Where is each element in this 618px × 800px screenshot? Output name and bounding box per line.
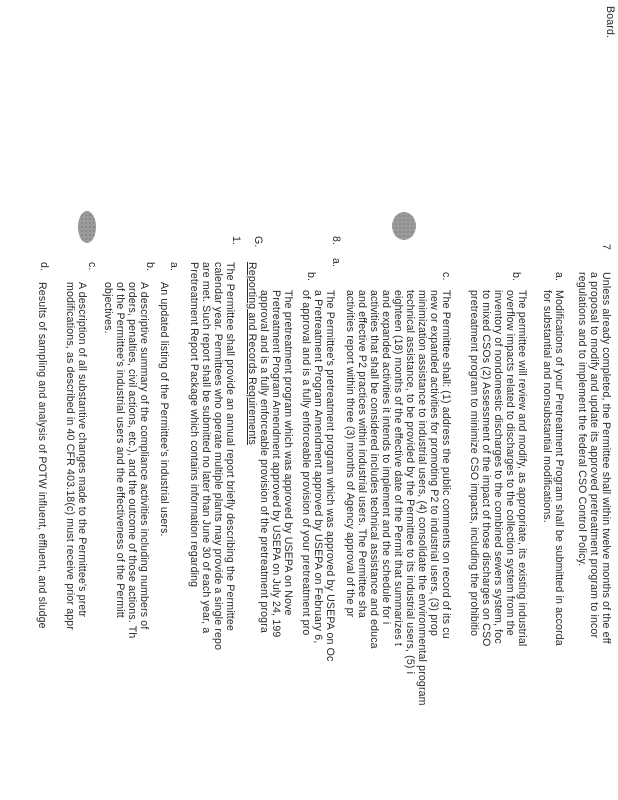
item-7b-line-1: The permittee will review and modify, as appropriate, its existing industrial [516, 290, 528, 647]
item-7a-line-2: for substantial and nonsubstantial modifications. [541, 290, 553, 523]
item-1-line-1: The Permittee shall provide an annual report briefly describing the Permittee [224, 262, 236, 631]
item-7a-label: a. [553, 272, 565, 282]
item-7c-line-9: activities report within three (3) months of Agency approval of the pr [344, 290, 356, 618]
item-8b-label: b. [305, 272, 317, 282]
item-1c-line-1: A description of all substantive changes made to the Permittee's pretr [76, 282, 88, 618]
item-7b-label: b. [510, 272, 522, 282]
item-8b-line-1: The pretreatment program which was approved by USEPA on Nove [282, 290, 294, 616]
item-7c-line-3: minimization assistance to industrial users, (4) consolidate the environmental program [416, 290, 428, 706]
item-8-number: 8. [330, 236, 342, 246]
item-7c-line-5: eighteen (18) months of the effective date of the Permit that summarizes t [392, 290, 404, 646]
item-7b-line-4: to mixed CSOs (2) Assessment of the impact of those discharges on CSO [480, 290, 492, 647]
item-1a-line-1: An updated listing of the Permittee's industrial users. [158, 282, 170, 537]
item-8a-label: a. [330, 258, 342, 268]
item-7c-label: c. [440, 272, 452, 281]
item-7-line-3: regulations and to implement the federal CSO Control Policy. [576, 272, 588, 567]
section-g-title: Reporting and Records Requirements [246, 262, 258, 445]
item-7a-line-1: Modifications of your Pretreatment Program shall be submitted in accorda [553, 290, 565, 646]
item-7-line-1: Unless already completed, the Permittee shall within twelve months of the eff [600, 272, 612, 644]
item-7c-line-8: and effective P2 practices within industrial users. The Permittee sha [356, 290, 368, 618]
item-1b-line-3: of the Permittee's industrial users and the effectiveness of the Permitt [114, 282, 126, 618]
item-7c-line-1: The Permittee shall: (1) address the public comments on record of its cu [440, 290, 452, 639]
item-8a-line-3: of approval and is a fully enforceable provision of your pretreatment pro [300, 290, 312, 636]
item-8a-line-2: a Pretreatment Program Amendment approved by USEPA on February 6, [312, 290, 324, 644]
item-7c-line-7: activities that shall be considered includes technical assistance and educa [368, 290, 380, 649]
item-8b-line-3: approval and is a fully enforceable provision of the pretreatment progra [258, 290, 270, 633]
item-7c-line-6: and expanded activities it intends to implement and the schedule for i [380, 290, 392, 625]
item-7b-line-3: inventory of nondomestic discharges to the combined sewers system, foc [492, 290, 504, 644]
item-1b-line-4: objectives. [102, 282, 114, 334]
item-1-line-3: are met. Such report shall be submitted no later than June 30 of each year, a [200, 262, 212, 634]
item-7b-line-2: overflow impacts related to discharges to the collection system from the [504, 290, 516, 636]
item-1-line-2: calendar year. Permittees who operate multiple plants may provide a single repo [212, 262, 224, 651]
item-1a-label: a. [168, 262, 180, 272]
item-7-line-2: a proposal to modify and update its approved pretreatment program to incor [588, 272, 600, 639]
item-1c-line-2: modifications, as described in 40 CFR 403.18(c) must receive prior appr [64, 282, 76, 631]
item-8a-line-1: The Permittee's pretreatment program which was approved by USEPA on Oc [324, 290, 336, 662]
item-8b-line-2: Pretreatment Program Amendment approved by USEPA on July 24, 199 [270, 290, 282, 638]
item-7b-line-5: pretreatment program to minimize CSO impacts, including the prohibitio [468, 290, 480, 637]
item-7c-line-4: technical assistance, to be provided by the Permittee to its industrial users, (5) i [404, 290, 416, 675]
section-g-letter: G. [252, 236, 264, 248]
item-1b-line-2: orders, penalties, civil actions, etc.), and the outcome of those actions. Th [126, 282, 138, 639]
item-7-number: 7 [600, 244, 612, 251]
item-1c-label: c. [86, 262, 98, 271]
top-fragment: Board. [604, 6, 616, 39]
item-1d-line-1: Results of sampling and analysis of POTW influent, effluent, and sludge [36, 282, 48, 629]
item-1-number: 1. [230, 236, 242, 246]
item-1b-label: b. [144, 262, 156, 272]
item-1b-line-1: A descriptive summary of the compliance activities including numbers of [138, 282, 150, 630]
item-1d-label: d. [38, 262, 50, 272]
item-7c-line-2: new or expanded activities for promoting P2 to industrial users, (3) prop [428, 290, 440, 636]
item-1-line-4: Pretreatment Report Package which contains information regarding [188, 262, 200, 588]
